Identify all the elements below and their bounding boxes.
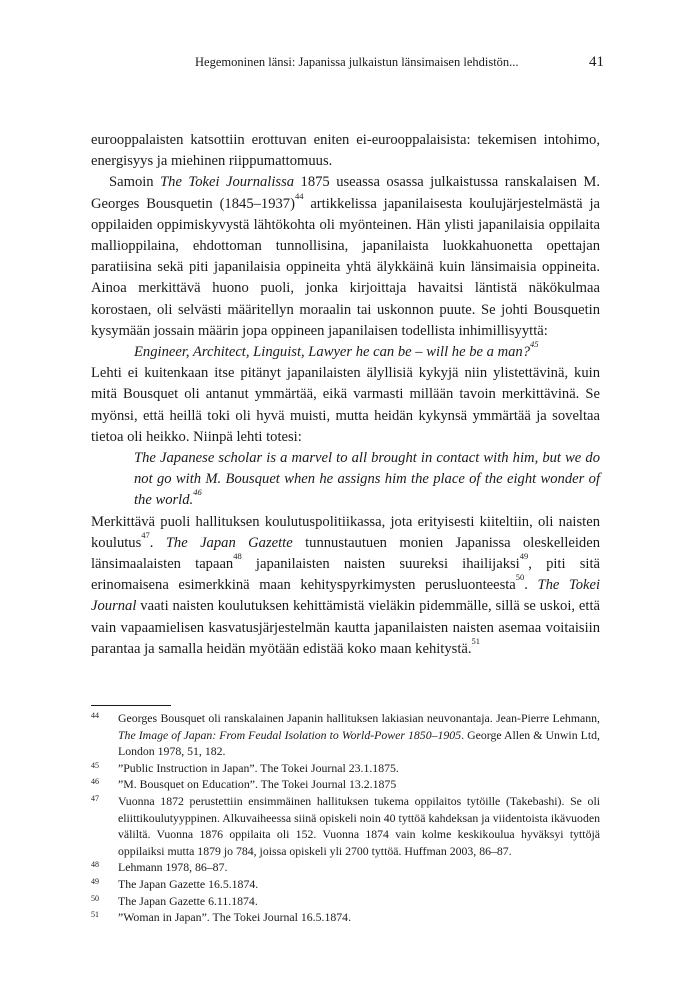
footnote-divider (91, 705, 171, 706)
main-text (91, 130, 600, 660)
footnote-48: 48 Lehmann 1978, 86–87. (91, 860, 228, 875)
publication-title: The Tokei Journal (91, 577, 601, 615)
paragraph-3: Lehti ei kuitenkaan itse pitänyt japanilaisten älyllisiä kykyjä niin ylistettävinä, kuin mitä Bousquet oli antanut ymmärtää, eikä varmasti millään tavoin merkittävinä. Se myönsi, että heillä toki oli hyvä muisti, mutta heidän kykynsä ymmärtää ja soveltaa tietoa oli heikko. Niinpä lehti totesi: (91, 365, 600, 445)
footnote-46: 46 ”M. Bousquet on Education”. The Tokei Journal 13.2.1875 (91, 777, 397, 792)
paragraph-2: Samoin The Tokei Journalissa 1875 useassa osassa julkaistussa ranskalaisen M. Georges Bousquetin (1845–1937)$^{44}$ artikkelissa japanilaisesta koulujärjestelmästä ja oppilaiden oppimiskyvystä lähtökohta oli myönteinen. Hän ylisti japanilaisia oppilaita mallioppilaina, ehdottoman tunnollisina, japanilaista luokkahuonetta opettajan paratiisina sekä piti japanilaisia oppineita yhtä älykkäinä kuin länsimaisia oppineita. Ainoa merkittävä huono puoli, jonka kirjoittaja havaitsi läntistä näkökulmaa korostaen, oli selvästi määritellyn moraalin tai uskonnon puute. Se johti Bousquetin kysymään jossain määrin jopa oppineen japanilaisen todellista inhimillisyyttä: (91, 174, 600, 339)
footnote-47: 47 Vuonna 1872 perustettiin ensimmäinen hallituksen tukema oppilaitos tytöille (Takebashi). Se oli eliittikoulutyyppinen. Alkuvaiheessa siinä opiskeli noin 40 tyttöä kahdeksan ja viidentoista ikävuoden väliltä. Vuonna 1876 oppilaita oli 152. Vuonna 1874 vain kolme keskikoulua hyväksyi tyttöjä oppilaiksi mutta 1879 jo 784, joissa opiskeli yli 2700 tyttöä. Huffman 2003, 86–87. (91, 793, 600, 858)
footnote-ref-46[interactable]: 46 (193, 487, 202, 498)
footnotes (91, 710, 600, 926)
page-number: 41 (589, 54, 604, 70)
footnote-50: 50 The Japan Gazette 6.11.1874. (91, 893, 258, 908)
block-quote-1: Engineer, Architect, Linguist, Lawyer he can be – will he be a man?$^{45}$ (134, 339, 539, 361)
paragraph-4: Merkittävä puoli hallituksen koulutuspolitiikassa, jota erityisesti kiiteltiin, oli naisten koulutus$^{47}$. The Japan Gazette tunnustautuen monien Japanissa oleskelleiden länsimaalaisten tapaan$^{48}$ japanilaisten naisten suureksi ihailijaksi$^{49}$, piti sitä erinomaisena esimerkkinä maan kehityspyrkimysten perusluonteesta$^{50}$. The Tokei Journal vaati naisten koulutuksen kehittämistä vieläkin pidemmälle, sillä se uskoi, että vain vapaamielisen kasvatusjärjestelmän kautta japanilaisten naisten asemaa voitaisiin parantaa ja samalla heidän myötään edistää koko maan kehitystä.$^{51}$ (91, 513, 601, 657)
footnote-ref-44[interactable]: 44 (294, 190, 304, 201)
running-title: Hegemoninen länsi: Japanissa julkaistun länsimaisen lehdistön... (195, 55, 519, 69)
footnote-ref-47[interactable]: 47 (141, 529, 150, 540)
footnote-45: 45 ”Public Instruction in Japan”. The Tokei Journal 23.1.1875. (91, 760, 399, 775)
running-header (195, 54, 604, 71)
footnote-ref-49[interactable]: 49 (519, 551, 529, 562)
paragraph-1: eurooppalaisten katsottiin erottuvan eniten ei-eurooppalaisista: tekemisen intohimo, energisyys ja miehinen riippumattomuus. (91, 132, 600, 170)
footnote-51: 51 ”Woman in Japan”. The Tokei Journal 16.5.1874. (91, 910, 352, 925)
footnote-ref-50[interactable]: 50 (515, 572, 525, 583)
publication-title: The Japan Gazette (165, 534, 293, 551)
footnote-ref-45[interactable]: 45 (530, 339, 539, 350)
footnote-49: 49 The Japan Gazette 16.5.1874. (91, 876, 259, 891)
footnote-ref-51[interactable]: 51 (471, 635, 481, 646)
footnote-ref-48[interactable]: 48 (233, 551, 242, 562)
publication-title: The Tokei Journalissa (160, 174, 295, 191)
footnote-44: 44 Georges Bousquet oli ranskalainen Japanin hallituksen lakiasian neuvonantaja. Jean-Pierre Lehmann, The Image of Japan: From Feudal Isolation to World-Power 1850–1905. George Allen & Unwin Ltd, London 1978, 51, 182. (91, 711, 600, 759)
block-quote-2: The Japanese scholar is a marvel to all brought in contact with him, but we do not go with M. Bousquet when he assigns him the place of the eight wonder of the world.$^{46}$ (134, 450, 600, 509)
